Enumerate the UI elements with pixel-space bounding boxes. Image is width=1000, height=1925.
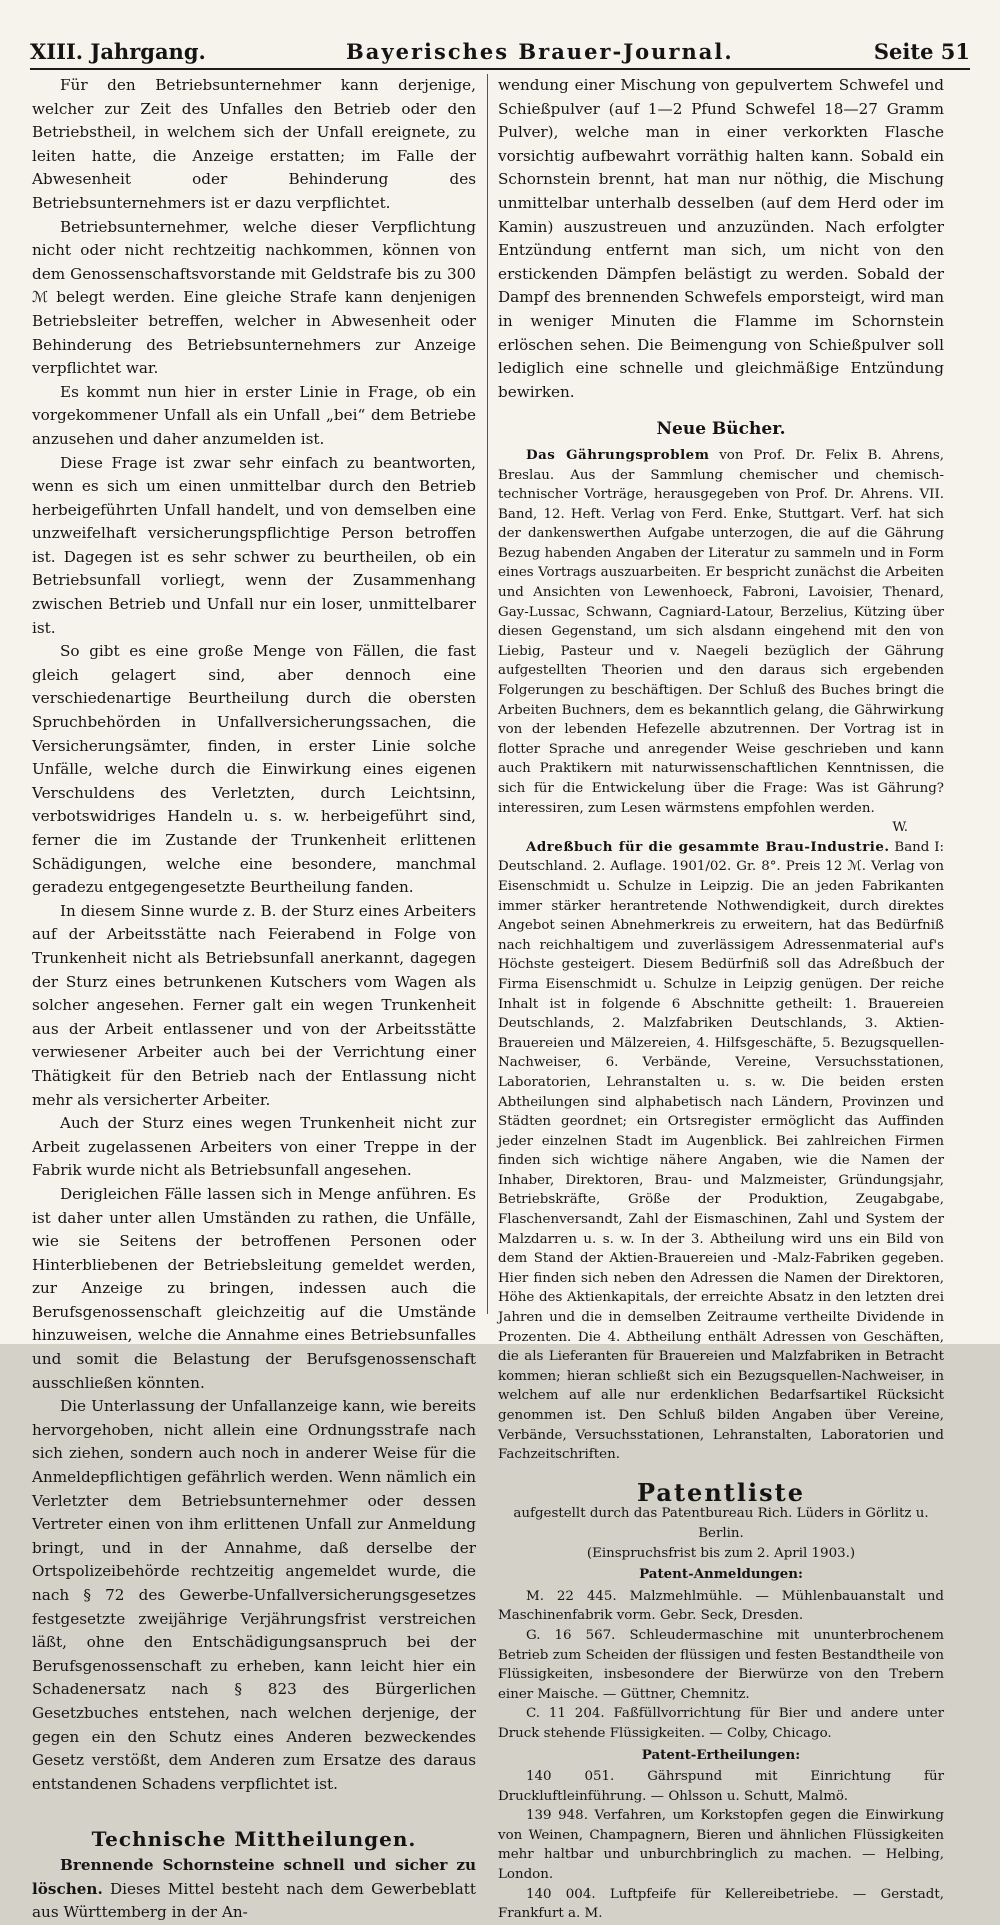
- patent-list-deadline: (Einspruchsfrist bis zum 2. April 1903.): [586, 1545, 856, 1561]
- book-review-text: Band I: Deutschland. 2. Auflage. 1901/02. Gr. 8°. Preis 12 ℳ. Verlag von Eisenschmidt u. Schulze in Leipzig. Die an jeden Fabrikanten immer stärker herantretende Nothwendigkeit, durch direktes Angebot seinen Abnehmerkreis zu erweitern, hat das Bedürfniß nach reichhaltigem und zuverlässigem Adressenmaterial auf's Höchste gesteigert. Diesem Bedürfniß soll das Adreßbuch der Firma Eisenschmidt u. Schulze in Leipzig genügen. Der reiche Inhalt ist in folgende 6 Abschnitte getheilt: 1. Brauereien Deutschlands, 2. Malzfabriken Deutschlands, 3. Aktien-Brauereien und Mälzereien, 4. Hilfsgeschäfte, 5. Bezugsquellen-Nachweiser, 6. Verbände, Vereine, Versuchsstationen, Laboratorien, Lehranstalten u. s. w. Die beiden ersten Abtheilungen sind alphabetisch nach Ländern, Provinzen und Städten geordnet; ein Ortsregister ermöglicht das Auffinden jeder einzelnen Stadt im Augenblick. Bei zahlreichen Firmen finden sich wichtige nähere Angaben, wie die Namen der Inhaber, Direktoren, Brau- und Malzmeister, Gründungsjahr, Betriebskräfte, Größe der Produktion, Zeugabgabe, Flaschenversandt, Zahl der Eismaschinen, Zahl und System der Malzdarren u. s. w. In der 3. Abtheilung wird uns ein Bild von dem Stand der Aktien-Brauereien und -Malz-Fabriken gegeben. Hier finden sich neben den Adressen die Namen der Direktoren, Höhe des Aktienkapitals, der erreichte Absatz in den letzten drei Jahren und die in demselben Zeitraume vertheilte Dividende in Prozenten. Die 4. Abtheilung enthält Adressen von Geschäften, die als Lieferanten für Brauereien und Malzfabriken in Betracht kommen; hieran schließt sich ein Bezugsquellen-Nachweiser, in welchem auf alle nur erdenklichen Bedarfsartikel Rücksicht genommen ist. Den Schluß bilden Angaben über Vereine, Verbände, Versuchsstationen, Lehranstalten, Laboratorien und Fachzeitschriften.: [498, 839, 944, 1463]
- review-signature: W.: [892, 820, 908, 836]
- paragraph: In diesem Sinne wurde z. B. der Sturz eines Arbeiters auf der Arbeitsstätte nach Feierabend in Folge von Trunkenheit nicht als Betriebsunfall anerkannt, dagegen der Sturz eines betrunkenen Kutschers vom Wagen als solcher angesehen. Ferner galt ein wegen Trunkenheit aus der Arbeit entlassener und von der Arbeitsstätte verwiesener Arbeiter auch bei der Verrichtung einer Thätigkeit für den Betrieb nach der Entlassung nicht mehr als versicherter Arbeiter.: [32, 901, 476, 1109]
- left-column: [32, 74, 476, 1925]
- book-review: [498, 838, 944, 1465]
- page-header: [30, 34, 970, 70]
- patent-applications-heading: Patent-Anmeldungen:: [639, 1566, 803, 1583]
- article-text: Dieses Mittel besteht nach dem Gewerbeblatt aus Württemberg in der An-: [32, 1879, 476, 1922]
- patent-entry: C. 11 204. Faßfüllvorrichtung für Bier und andere unter Druck stehende Flüssigkeiten. — Colby, Chicago.: [498, 1706, 944, 1741]
- patent-entry: M. 22 445. Malzmehlmühle. — Mühlenbauanstalt und Maschinenfabrik vorm. Gebr. Seck, Dresden.: [498, 1588, 944, 1624]
- journal-title: Bayerisches Brauer-Journal.: [346, 38, 734, 64]
- continued-paragraph: wendung einer Mischung von gepulvertem Schwefel und Schießpulver (auf 1—2 Pfund Schwefel 18—27 Gramm Pulver), welche man in einer verkorkten Flasche vorsichtig aufbewahrt vorräthig halten kann. Sobald ein Schornstein brennt, hat man nur nöthig, die Mischung unmittelbar unterhalb desselben (auf dem Herd oder im Kamin) auszustreuen und anzuzünden. Nach erfolgter Entzündung entfernt man sich, um nicht von den erstickenden Dämpfen belästigt zu werden. Sobald der Dampf des brennenden Schwefels emporsteigt, wird man in weniger Minuten die Flamme im Schornstein erlöschen sehen. Die Beimengung von Schießpulver soll lediglich eine schnelle und gleichmäßige Entzündung bewirken.: [498, 76, 944, 401]
- article-lead: [32, 1854, 476, 1925]
- books-heading: Neue Bücher.: [656, 419, 786, 440]
- patent-entry: 140 051. Gährspund mit Einrichtung für Druckluftleinführung. — Ohlsson u. Schutt, Malmö.: [498, 1769, 944, 1804]
- paragraph: Es kommt nun hier in erster Linie in Frage, ob ein vorgekommener Unfall als ein Unfall „bei“ dem Betriebe anzusehen und daher anzumelden ist.: [32, 382, 476, 448]
- section-heading: Technische Mittheilungen.: [91, 1827, 417, 1852]
- paragraph: Diese Frage ist zwar sehr einfach zu beantworten, wenn es sich um einen unmittelbar durch den Betrieb herbeigeführten Unfall handelt, und von demselben eine unzweifelhaft versicherungspflichtige Person betroffen ist. Dagegen ist es sehr schwer zu beurtheilen, ob ein Betriebsunfall vorliegt, wenn der Zusammenhang zwischen Betrieb und Unfall nur ein loser, unmittelbarer ist.: [32, 453, 476, 637]
- paragraph: Die Unterlassung der Unfallanzeige kann, wie bereits hervorgehoben, nicht allein eine Ordnungsstrafe nach sich ziehen, sondern auch noch in anderer Weise für die Anmeldepflichtigen gefährlich werden. Wenn nämlich ein Verletzter dem Betriebsunternehmer oder dessen Vertreter einen von ihm erlittenen Unfall zur Anmeldung bringt, und in der Annahme, daß derselbe der Ortspolizeibehörde rechtzeitig angemeldet wurde, die nach § 72 des Gewerbe-Unfallversicherungsgesetzes festgesetzte zweijährige Verjährungsfrist verstreichen läßt, ohne den Entschädigungsanspruch bei der Berufsgenossenschaft zu erheben, kann leicht hier ein Schadenersatz nach § 823 des Bürgerlichen Gesetzbuches entstehen, nach welchen derjenige, der gegen ein den Schutz eines Anderen bezweckendes Gesetz verstößt, dem Anderen zum Ersatze des daraus entstandenen Schadens verpflichtet ist.: [32, 1397, 476, 1793]
- book-review-text: von Prof. Dr. Felix B. Ahrens, Breslau. Aus der Sammlung chemischer und chemisch-technischer Vorträge, herausgegeben von Prof. Dr. Ahrens. VII. Band, 12. Heft. Verlag von Ferd. Enke, Stuttgart. Verf. hat sich der dankenswerthen Aufgabe unterzogen, die auf die Gährung Bezug habenden Angaben der Literatur zu sammeln und in Form eines Vortrags auszuarbeiten. Er bespricht zunächst die Arbeiten und Ansichten von Lewenhoeck, Fabroni, Lavoisier, Thenard, Gay-Lussac, Schwann, Cagniard-Latour, Berzelius, Kützing über diesen Gegenstand, um sich alsdann eingehend mit den von Liebig, Pasteur und v. Naegeli bezüglich der Gährung aufgestellten Theorien und den daraus sich ergebenden Folgerungen zu beschäftigen. Der Schluß des Buches bringt die Arbeiten Buchners, dem es bekanntlich gelang, die Gährwirkung von der lebenden Hefezelle abzutrennen. Der Vortrag ist in flotter Sprache und anregender Weise geschrieben und kann auch Praktikern mit naturwissenschaftlichen Kenntnissen, die sich für die Entwickelung über die Frage: Was ist Gährung? interessiren, zum Lesen wärmstens empfohlen werden.: [498, 447, 944, 816]
- page-number: Seite 51: [873, 38, 970, 64]
- paragraph: Für den Betriebsunternehmer kann derjenige, welcher zur Zeit des Unfalles den Betrieb oder den Betriebstheil, in welchem sich der Unfall ereignete, zu leiten hatte, die Anzeige erstatten; im Falle der Abwesenheit oder Behinderung des Betriebsunternehmers ist er dazu verpflichtet.: [32, 76, 476, 212]
- column-divider: [487, 74, 488, 1314]
- paragraph: So gibt es eine große Menge von Fällen, die fast gleich gelagert sind, aber dennoch eine verschiedenartige Beurtheilung durch die obersten Spruchbehörden in Unfallversicherungssachen, die Versicherungsämter, finden, in erster Linie solche Unfälle, welche durch die Einwirkung eines eigenen Verschuldens des Verletzten, durch Leichtsinn, verbotswidriges Handeln u. s. w. herbeigeführt sind, ferner die im Zustande der Trunkenheit erlittenen Schädigungen, welche eine besondere, manchmal geradezu entgegengesetzte Beurtheilung fanden.: [32, 642, 476, 897]
- article-subtitle: Brennende Schornsteine schnell und sicher zu löschen.: [32, 1855, 476, 1898]
- patent-list-heading: Patentliste: [637, 1477, 805, 1507]
- patent-entry: 140 004. Luftpfeife für Kellereibetriebe. — Gerstadt, Frankfurt a. M.: [498, 1886, 944, 1922]
- book-title: Das Gährungsproblem: [526, 446, 710, 463]
- book-review: [498, 446, 944, 818]
- right-column: [498, 74, 944, 1924]
- volume-label: XIII. Jahrgang.: [30, 38, 206, 64]
- patent-grants-heading: Patent-Ertheilungen:: [641, 1746, 801, 1763]
- patent-entry: 139 948. Verfahren, um Korkstopfen gegen die Einwirkung von Weinen, Champagnern, Bieren und ähnlichen Flüssigkeiten mehr haltbar und unburchbringlich zu machen. — Helbing, London.: [498, 1808, 944, 1883]
- paragraph: Derigleichen Fälle lassen sich in Menge anführen. Es ist daher unter allen Umständen zu rathen, die Unfälle, wie sie Seitens der betroffenen Personen oder Hinterbliebenen der Betriebsleitung gemeldet werden, zur Anzeige zu bringen, indessen auch die Berufsgenossenschaft gleichzeitig auf die Umstände hinzuweisen, welche die Annahme eines Betriebsunfalles und somit die Belastung der Berufsgenossenschaft ausschließen könnten.: [32, 1184, 476, 1392]
- book-title: Adreßbuch für die gesammte Brau-Industrie.: [526, 838, 890, 855]
- patent-entry: G. 16 567. Schleudermaschine mit ununterbrochenem Betrieb zum Scheiden der flüssigen und festen Bestandtheile von Flüssigkeiten, insbesondere der Bierwürze von den Trebern einer Maische. — Güttner, Chemnitz.: [498, 1627, 944, 1702]
- paragraph: Auch der Sturz eines wegen Trunkenheit nicht zur Arbeit zugelassenen Arbeiters von einer Treppe in der Fabrik wurde nicht als Betriebsunfall angesehen.: [32, 1114, 476, 1180]
- paragraph: Betriebsunternehmer, welche dieser Verpflichtung nicht oder nicht rechtzeitig nachkommen, können von dem Genossenschaftsvorstande mit Geldstrafe bis zu 300 ℳ belegt werden. Eine gleiche Strafe kann denjenigen Betriebsleiter betreffen, welcher in Abwesenheit oder Behinderung des Betriebsunternehmers zur Anzeige verpflichtet war.: [32, 217, 476, 378]
- patent-list-subtitle: aufgestellt durch das Patentbureau Rich. Lüders in Görlitz u. Berlin.: [513, 1506, 929, 1541]
